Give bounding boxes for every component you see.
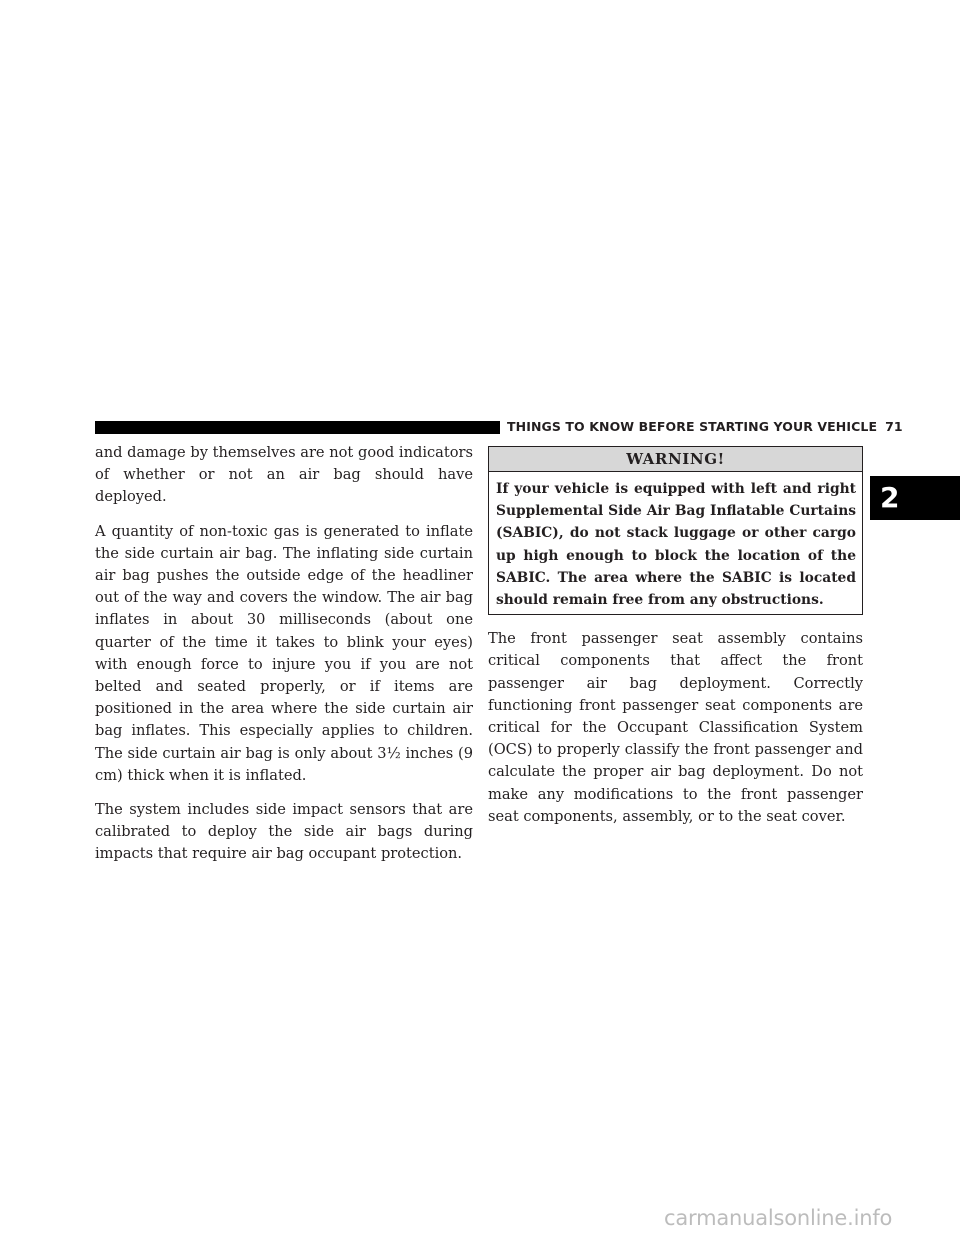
section-title: THINGS TO KNOW BEFORE STARTING YOUR VEHICLE bbox=[507, 419, 878, 434]
warning-box bbox=[488, 446, 863, 615]
page-number: 71 bbox=[885, 419, 903, 434]
left-column bbox=[95, 442, 473, 878]
watermark-logo: carmanualsonline.info bbox=[664, 1206, 893, 1230]
warning-title: WARNING! bbox=[489, 447, 862, 472]
chapter-tab: 2 bbox=[870, 476, 960, 520]
header-rule bbox=[95, 421, 500, 434]
right-column bbox=[488, 442, 863, 840]
paragraph: and damage by themselves are not good indicators of whether or not an air bag should have deployed. bbox=[95, 444, 473, 506]
paragraph: A quantity of non-toxic gas is generated to inflate the side curtain air bag. The inflating side curtain air bag pushes the outside edge of the headliner out of the way and covers the window. The air bag inflates in about 30 milliseconds (about one quarter of the time it takes to blink your eyes) with enough force to injure you if you are not belted and seated properly, or if items are positioned in the area where the side curtain air bag inflates. This especially applies to children. The side curtain air bag is only about 3½ inches (9 cm) thick when it is inflated. bbox=[95, 522, 473, 784]
running-header bbox=[507, 419, 903, 435]
warning-text: If your vehicle is equipped with left and right Supplemental Side Air Bag Inflatable Curtains (SABIC), do not stack luggage or other cargo up high enough to block the location of the SABIC. The area where the SABIC is located should remain free from any obstructions. bbox=[496, 481, 856, 609]
paragraph: The system includes side impact sensors that are calibrated to deploy the side air bags during impacts that require air bag occupant protection. bbox=[95, 801, 473, 863]
paragraph: The front passenger seat assembly contains critical components that affect the front passenger air bag deployment. Correctly functioning front passenger seat components are critical for the Occupant Classification System (OCS) to properly classify the front passenger and calculate the proper air bag deployment. Do not make any modifications to the front passenger seat components, assembly, or to the seat cover. bbox=[488, 630, 863, 825]
